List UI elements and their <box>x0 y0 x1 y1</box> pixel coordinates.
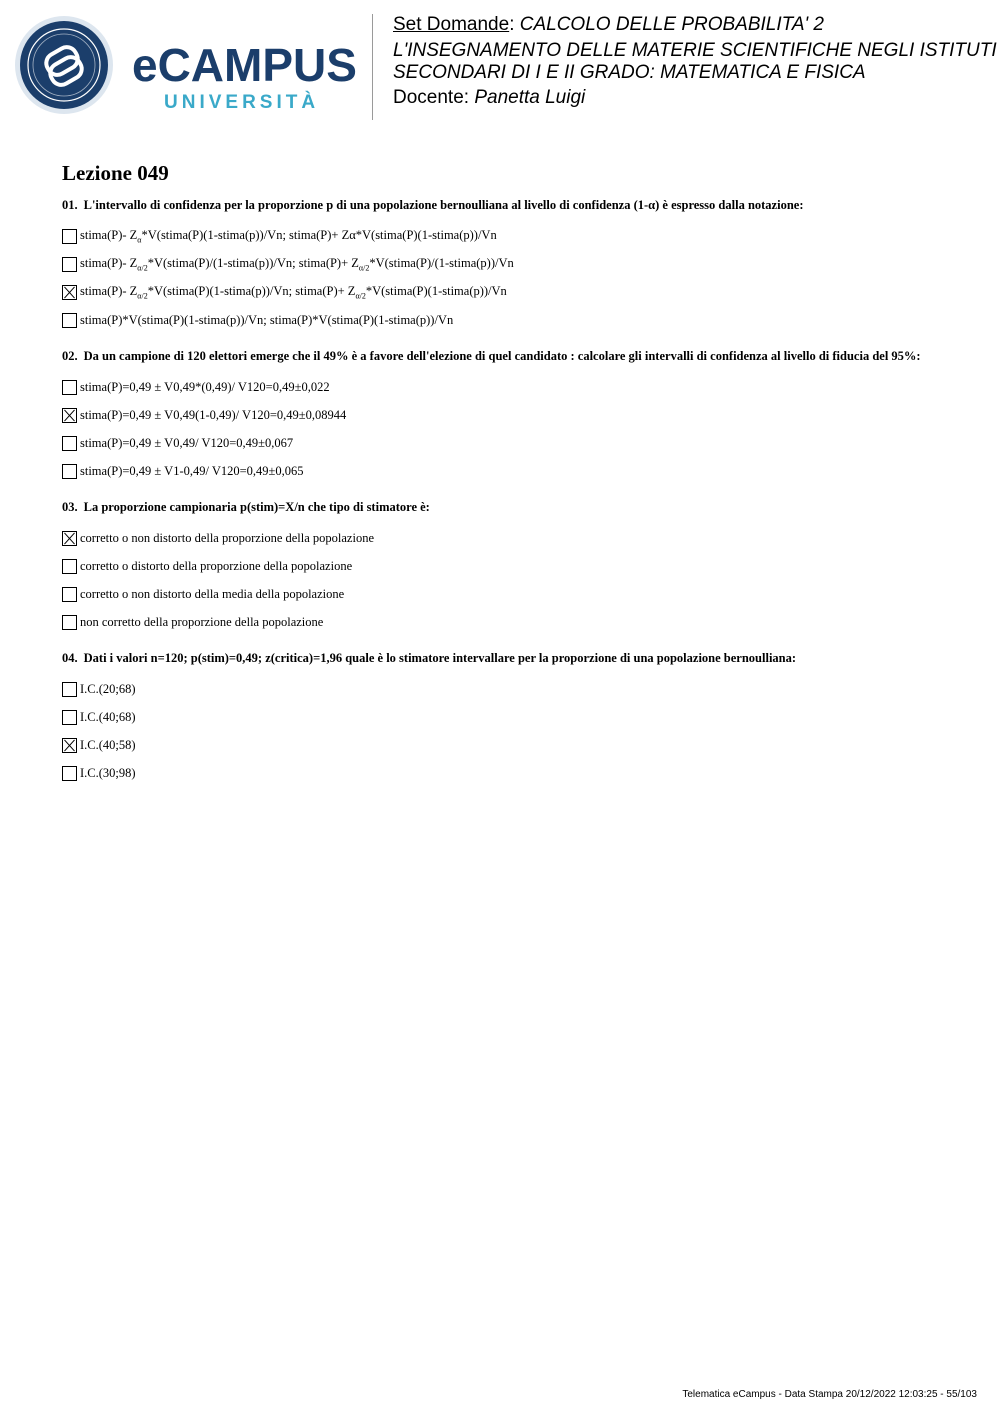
answer-text: I.C.(20;68) <box>80 681 136 696</box>
answer-text: I.C.(40;58) <box>80 737 136 752</box>
checkbox-checked[interactable] <box>62 531 77 546</box>
checkbox[interactable] <box>62 587 77 602</box>
answer-option[interactable] <box>62 675 962 703</box>
answer-text: stima(P)- $Z_\alpha*V(stima(P)(1-stima(p))/Vn$; stima(P)+ Zα*V(stima(P)(1-stima(p))/Vn <box>80 227 497 245</box>
teacher-name: Panetta Luigi <box>474 87 586 108</box>
answer-option[interactable] <box>62 552 962 580</box>
question-2 <box>62 349 962 485</box>
set-label: Set Domande <box>393 14 510 35</box>
answer-option[interactable] <box>62 278 962 306</box>
answer-option[interactable] <box>62 580 962 608</box>
question-text: 01. L'intervallo di confidenza per la proporzione p di una popolazione bernoulliana al livello di confidenza (1-α) è espresso dalla notazione: <box>62 198 804 212</box>
answer-option[interactable] <box>62 373 962 401</box>
ecampus-logo <box>14 14 359 118</box>
answer-text: stima(P)=0,49 ± V0,49(1-0,49)/ V120=0,49±0,08944 <box>80 407 347 422</box>
checkbox-checked[interactable] <box>62 285 77 300</box>
question-text: 02. Da un campione di 120 elettori emerge che il 49% è a favore dell'elezione di quel candidato : calcolare gli intervalli di confidenza al livello di fiducia del 95%: <box>62 349 921 363</box>
question-3 <box>62 500 962 636</box>
answer-text: corretto o non distorto della media della popolazione <box>80 586 345 601</box>
answer-option[interactable] <box>62 759 962 787</box>
answer-text: stima(P)*V(stima(P)(1-stima(p))/Vn; stima(P)*V(stima(P)(1-stima(p))/Vn <box>80 312 454 327</box>
checkbox[interactable] <box>62 710 77 725</box>
footer-print-info: Telematica eCampus - Data Stampa 20/12/2022 12:03:25 - 55/103 <box>682 1389 977 1400</box>
answer-option[interactable] <box>62 457 962 485</box>
answer-option[interactable] <box>62 429 962 457</box>
svg-text:UNIVERSITÀ: UNIVERSITÀ <box>164 92 320 113</box>
answer-option[interactable] <box>62 306 962 334</box>
answer-option[interactable] <box>62 222 962 250</box>
checkbox[interactable] <box>62 313 77 328</box>
answer-text: corretto o distorto della proporzione della popolazione <box>80 558 353 573</box>
answer-text: stima(P)- $Z_{\alpha/2}*V(stima(P)/(1-stima(p))/Vn$; stima(P)+ $Z_{\alpha/2}*V(stima(P)/(1-stima(p))/Vn$ <box>80 255 514 273</box>
answer-option[interactable] <box>62 250 962 278</box>
svg-text:eCAMPUS: eCAMPUS <box>132 39 357 91</box>
course-line-1: L'INSEGNAMENTO DELLE MATERIE SCIENTIFICHE NEGLI ISTITUTI <box>393 40 997 61</box>
checkbox-checked[interactable] <box>62 738 77 753</box>
header-divider <box>372 14 373 120</box>
answer-text: I.C.(30;98) <box>80 765 136 780</box>
answer-text: corretto o non distorto della proporzione della popolazione <box>80 530 375 545</box>
answer-option[interactable] <box>62 401 962 429</box>
question-text: 04. Dati i valori n=120; p(stim)=0,49; z(critica)=1,96 quale è lo stimatore intervallare per la proporzione di una popolazione bernoulliana: <box>62 651 797 665</box>
answer-option[interactable] <box>62 703 962 731</box>
course-line-2: SECONDARI DI I E II GRADO: MATEMATICA E FISICA <box>393 62 866 83</box>
teacher-label: Docente: <box>393 87 470 108</box>
checkbox[interactable] <box>62 257 77 272</box>
checkbox[interactable] <box>62 436 77 451</box>
teacher-line <box>393 87 998 109</box>
header-info <box>393 14 998 109</box>
answer-text: I.C.(40;68) <box>80 709 136 724</box>
checkbox[interactable] <box>62 380 77 395</box>
set-line: Set Domande: CALCOLO DELLE PROBABILITA' 2 <box>393 14 824 35</box>
checkbox[interactable] <box>62 229 77 244</box>
answer-option[interactable] <box>62 524 962 552</box>
set-title: CALCOLO DELLE PROBABILITA' 2 <box>519 14 824 35</box>
checkbox-checked[interactable] <box>62 408 77 423</box>
question-4 <box>62 651 962 787</box>
answer-option[interactable] <box>62 608 962 636</box>
checkbox[interactable] <box>62 464 77 479</box>
answer-text: stima(P)=0,49 ± V1-0,49/ V120=0,49±0,065 <box>80 463 304 478</box>
lesson-title: Lezione 049 <box>62 161 169 185</box>
checkbox[interactable] <box>62 615 77 630</box>
answer-option[interactable] <box>62 731 962 759</box>
answer-text: stima(P)=0,49 ± V0,49/ V120=0,49±0,067 <box>80 435 294 450</box>
answer-text: stima(P)- $Z_{\alpha/2}*V(stima(P)(1-stima(p))/Vn$; stima(P)+ $Z_{\alpha/2}*V(stima(P)(1-stima(p))/Vn$ <box>80 283 507 301</box>
answer-text: stima(P)=0,49 ± V0,49*(0,49)/ V120=0,49±0,022 <box>80 379 330 394</box>
question-1 <box>62 198 962 334</box>
checkbox[interactable] <box>62 766 77 781</box>
checkbox[interactable] <box>62 559 77 574</box>
answer-text: non corretto della proporzione della popolazione <box>80 614 324 629</box>
question-text: 03. La proporzione campionaria p(stim)=X/n che tipo di stimatore è: <box>62 500 430 514</box>
checkbox[interactable] <box>62 682 77 697</box>
